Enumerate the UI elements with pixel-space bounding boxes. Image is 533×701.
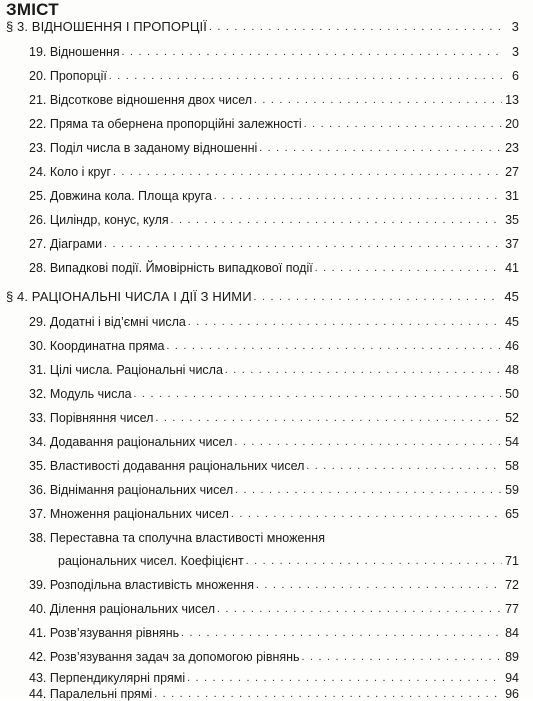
toc-section-row[interactable]: [6, 289, 519, 305]
page-title: ЗМІСТ: [6, 0, 59, 19]
toc-page-number: 23: [505, 141, 519, 155]
toc-item-label: 33. Порівняння чисел: [29, 411, 154, 425]
leader-dots: [154, 688, 502, 700]
leader-dots: [235, 482, 502, 498]
leader-dots: [259, 140, 502, 156]
toc-item-row[interactable]: [29, 386, 519, 402]
toc-item-label: 32. Модуль числа: [29, 387, 132, 401]
toc-page-number: 65: [505, 507, 519, 521]
toc-page-number: 13: [505, 93, 519, 107]
toc-item-label: 39. Розподільна властивість множення: [29, 578, 254, 592]
leader-dots: [256, 577, 502, 593]
toc-page-number: 35: [505, 213, 519, 227]
toc-page-number: 84: [505, 626, 519, 640]
toc-item-label: 25. Довжина кола. Площа круга: [29, 189, 212, 203]
toc-item-label: 19. Відношення: [29, 45, 120, 59]
toc-item-label: 40. Ділення раціональних чисел: [29, 602, 216, 616]
toc-item-row[interactable]: [29, 164, 519, 180]
toc-item-label: 22. Пряма та обернена пропорційні залежності: [29, 117, 302, 131]
leader-dots: [171, 212, 502, 228]
leader-dots: [214, 188, 502, 204]
toc-item-row[interactable]: [29, 140, 519, 156]
toc-item-row[interactable]: [29, 530, 519, 546]
toc-page-number: 96: [505, 687, 519, 701]
toc-item-row[interactable]: [29, 236, 519, 252]
toc-page-number: 48: [505, 363, 519, 377]
toc-item-row[interactable]: [29, 434, 519, 450]
toc-item-label: раціональних чисел. Коефіцієнт: [58, 554, 244, 568]
leader-dots: [254, 289, 502, 305]
toc-item-row[interactable]: [29, 362, 519, 378]
toc-page-number: 45: [504, 289, 519, 304]
toc-item-label: 29. Додатні і від’ємні числа: [29, 315, 186, 329]
toc-item-row[interactable]: [29, 688, 519, 700]
toc-item-label: 41. Розв’язування рівнянь: [29, 626, 180, 640]
toc-page-number: 50: [505, 387, 519, 401]
toc-item-label: 38. Переставна та сполучна властивості множення: [29, 531, 325, 545]
toc-page-number: 52: [505, 411, 519, 425]
toc-item-label: 34. Додавання раціональних чисел: [29, 435, 233, 449]
toc-page-number: 59: [505, 483, 519, 497]
toc-page-number: 58: [505, 459, 519, 473]
toc-page-number: 37: [505, 237, 519, 251]
toc-page-number: 3: [511, 19, 519, 34]
leader-dots: [134, 386, 502, 402]
leader-dots: [246, 553, 502, 569]
toc-item-row[interactable]: [29, 625, 519, 641]
toc-item-row[interactable]: [29, 482, 519, 498]
toc-section-label: § 4. РАЦІОНАЛЬНІ ЧИСЛА І ДІЇ З НИМИ: [6, 289, 252, 304]
toc-page-number: 94: [505, 671, 519, 685]
toc-item-label: 30. Координатна пряма: [29, 339, 165, 353]
toc-page-number: 77: [505, 602, 519, 616]
toc-item-continuation-row[interactable]: [58, 553, 519, 569]
toc-item-label: 44. Паралельні прямі: [29, 687, 153, 701]
leader-dots: [304, 116, 502, 132]
toc-item-label: 27. Діаграми: [29, 237, 103, 251]
leader-dots: [122, 44, 502, 60]
toc-item-row[interactable]: [29, 601, 519, 617]
toc-item-row[interactable]: [29, 260, 519, 276]
toc-page-number: 72: [505, 578, 519, 592]
toc-section-row[interactable]: [6, 19, 519, 35]
toc-page-number: 27: [505, 165, 519, 179]
leader-dots: [254, 92, 502, 108]
leader-dots: [104, 236, 502, 252]
toc-item-row[interactable]: [29, 670, 519, 686]
leader-dots: [167, 338, 502, 354]
toc-item-row[interactable]: [29, 506, 519, 522]
toc-page-number: 89: [505, 650, 519, 664]
toc-item-row[interactable]: [29, 338, 519, 354]
toc-item-label: 43. Перпендикулярні прямі: [29, 671, 186, 685]
toc-item-row[interactable]: [29, 314, 519, 330]
toc-page-number: 54: [505, 435, 519, 449]
toc-item-row[interactable]: [29, 649, 519, 665]
toc-item-row[interactable]: [29, 577, 519, 593]
leader-dots: [113, 164, 502, 180]
toc-item-label: 35. Властивості додавання раціональних чисел: [29, 459, 305, 473]
toc-page-number: 71: [505, 554, 519, 568]
leader-dots: [235, 434, 502, 450]
toc-item-label: 31. Цілі числа. Раціональні числа: [29, 363, 223, 377]
leader-dots: [315, 260, 502, 276]
toc-item-row[interactable]: [29, 44, 519, 60]
leader-dots: [217, 601, 502, 617]
leader-dots: [187, 670, 502, 686]
toc-item-label: 36. Віднімання раціональних чисел: [29, 483, 234, 497]
toc-item-label: 23. Поділ числа в заданому відношенні: [29, 141, 258, 155]
toc-item-label: 20. Пропорції: [29, 69, 107, 83]
toc-item-label: 21. Відсоткове відношення двох чисел: [29, 93, 253, 107]
toc-item-row[interactable]: [29, 212, 519, 228]
toc-page-number: 3: [512, 45, 519, 59]
toc-item-row[interactable]: [29, 458, 519, 474]
leader-dots: [181, 625, 502, 641]
leader-dots: [109, 68, 502, 84]
toc-item-row[interactable]: [29, 92, 519, 108]
leader-dots: [231, 506, 502, 522]
toc-item-row[interactable]: [29, 188, 519, 204]
leader-dots: [155, 410, 502, 426]
toc-item-row[interactable]: [29, 410, 519, 426]
toc-item-label: 24. Коло і круг: [29, 165, 112, 179]
toc-page-number: 46: [505, 339, 519, 353]
toc-item-label: 42. Розв’язування задач за допомогою рівнянь: [29, 650, 300, 664]
toc-page-number: 41: [505, 261, 519, 275]
toc-page-number: 31: [505, 189, 519, 203]
toc-item-label: 26. Циліндр, конус, куля: [29, 213, 169, 227]
leader-dots: [302, 649, 502, 665]
toc-item-label: 37. Множення раціональних чисел: [29, 507, 229, 521]
leader-dots: [209, 19, 502, 35]
toc-page-number: 20: [505, 117, 519, 131]
toc-page-number: 45: [505, 315, 519, 329]
toc-item-row[interactable]: [29, 116, 519, 132]
leader-dots: [306, 458, 502, 474]
leader-dots: [188, 314, 502, 330]
toc-section-label: § 3. ВІДНОШЕННЯ І ПРОПОРЦІЇ: [6, 19, 207, 34]
toc-item-label: 28. Випадкові події. Ймовірність випадкової події: [29, 261, 313, 275]
leader-dots: [225, 362, 502, 378]
toc-item-row[interactable]: [29, 68, 519, 84]
toc-page-number: 6: [512, 69, 519, 83]
